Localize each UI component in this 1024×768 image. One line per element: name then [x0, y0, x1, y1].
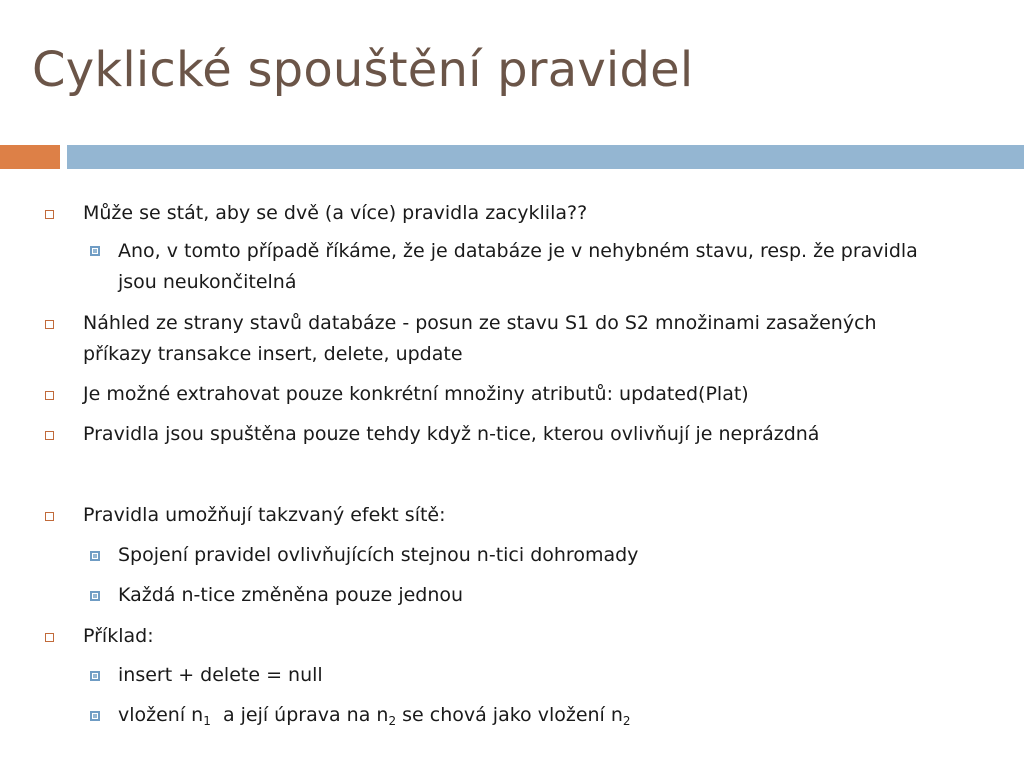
sub-bullet-text: insert + delete = null [118, 664, 323, 686]
subscript: 2 [622, 714, 631, 728]
subscript: 1 [203, 714, 211, 728]
square-bullet-icon [90, 246, 100, 256]
square-bullet-icon [90, 591, 100, 601]
square-bullet-icon [90, 671, 100, 681]
sub-bullet-text-continued: jsou neukončitelná [118, 271, 297, 293]
bullet-text: Pravidla jsou spuštěna pouze tehdy když n-tice, kterou ovlivňují je neprázdná [83, 423, 820, 445]
subscript: 2 [388, 714, 397, 728]
sub-bullet-text: Ano, v tomto případě říkáme, že je databáze je v nehybném stavu, resp. že pravidla [118, 240, 918, 262]
bullet-text: Náhled ze strany stavů databáze - posun ze stavu S1 do S2 množinami zasažených [83, 312, 877, 334]
text-part: se chová jako vložení n [396, 704, 623, 726]
hollow-square-bullet-icon [45, 320, 54, 329]
slide-title: Cyklické spouštění pravidel [32, 42, 694, 98]
bullet-text: Může se stát, aby se dvě (a více) pravidla zacyklila?? [83, 202, 588, 224]
hollow-square-bullet-icon [45, 633, 54, 642]
text-part: vložení n [118, 704, 204, 726]
hollow-square-bullet-icon [45, 512, 54, 521]
bullet-text-continued: příkazy transakce insert, delete, update [83, 343, 463, 365]
square-bullet-icon [90, 711, 100, 721]
bullet-text: Je možné extrahovat pouze konkrétní množiny atributů: updated(Plat) [83, 383, 749, 405]
sub-bullet-text: Spojení pravidel ovlivňujících stejnou n-tici dohromady [118, 544, 639, 566]
hollow-square-bullet-icon [45, 431, 54, 440]
sub-bullet-text [118, 700, 998, 731]
bullet-text: Příklad: [83, 625, 154, 647]
hollow-square-bullet-icon [45, 210, 54, 219]
bullet-text: Pravidla umožňují takzvaný efekt sítě: [83, 504, 446, 526]
hollow-square-bullet-icon [45, 391, 54, 400]
square-bullet-icon [90, 551, 100, 561]
sub-bullet-text: Každá n-tice změněna pouze jednou [118, 584, 464, 606]
text-part: a její úprava na n [210, 704, 389, 726]
